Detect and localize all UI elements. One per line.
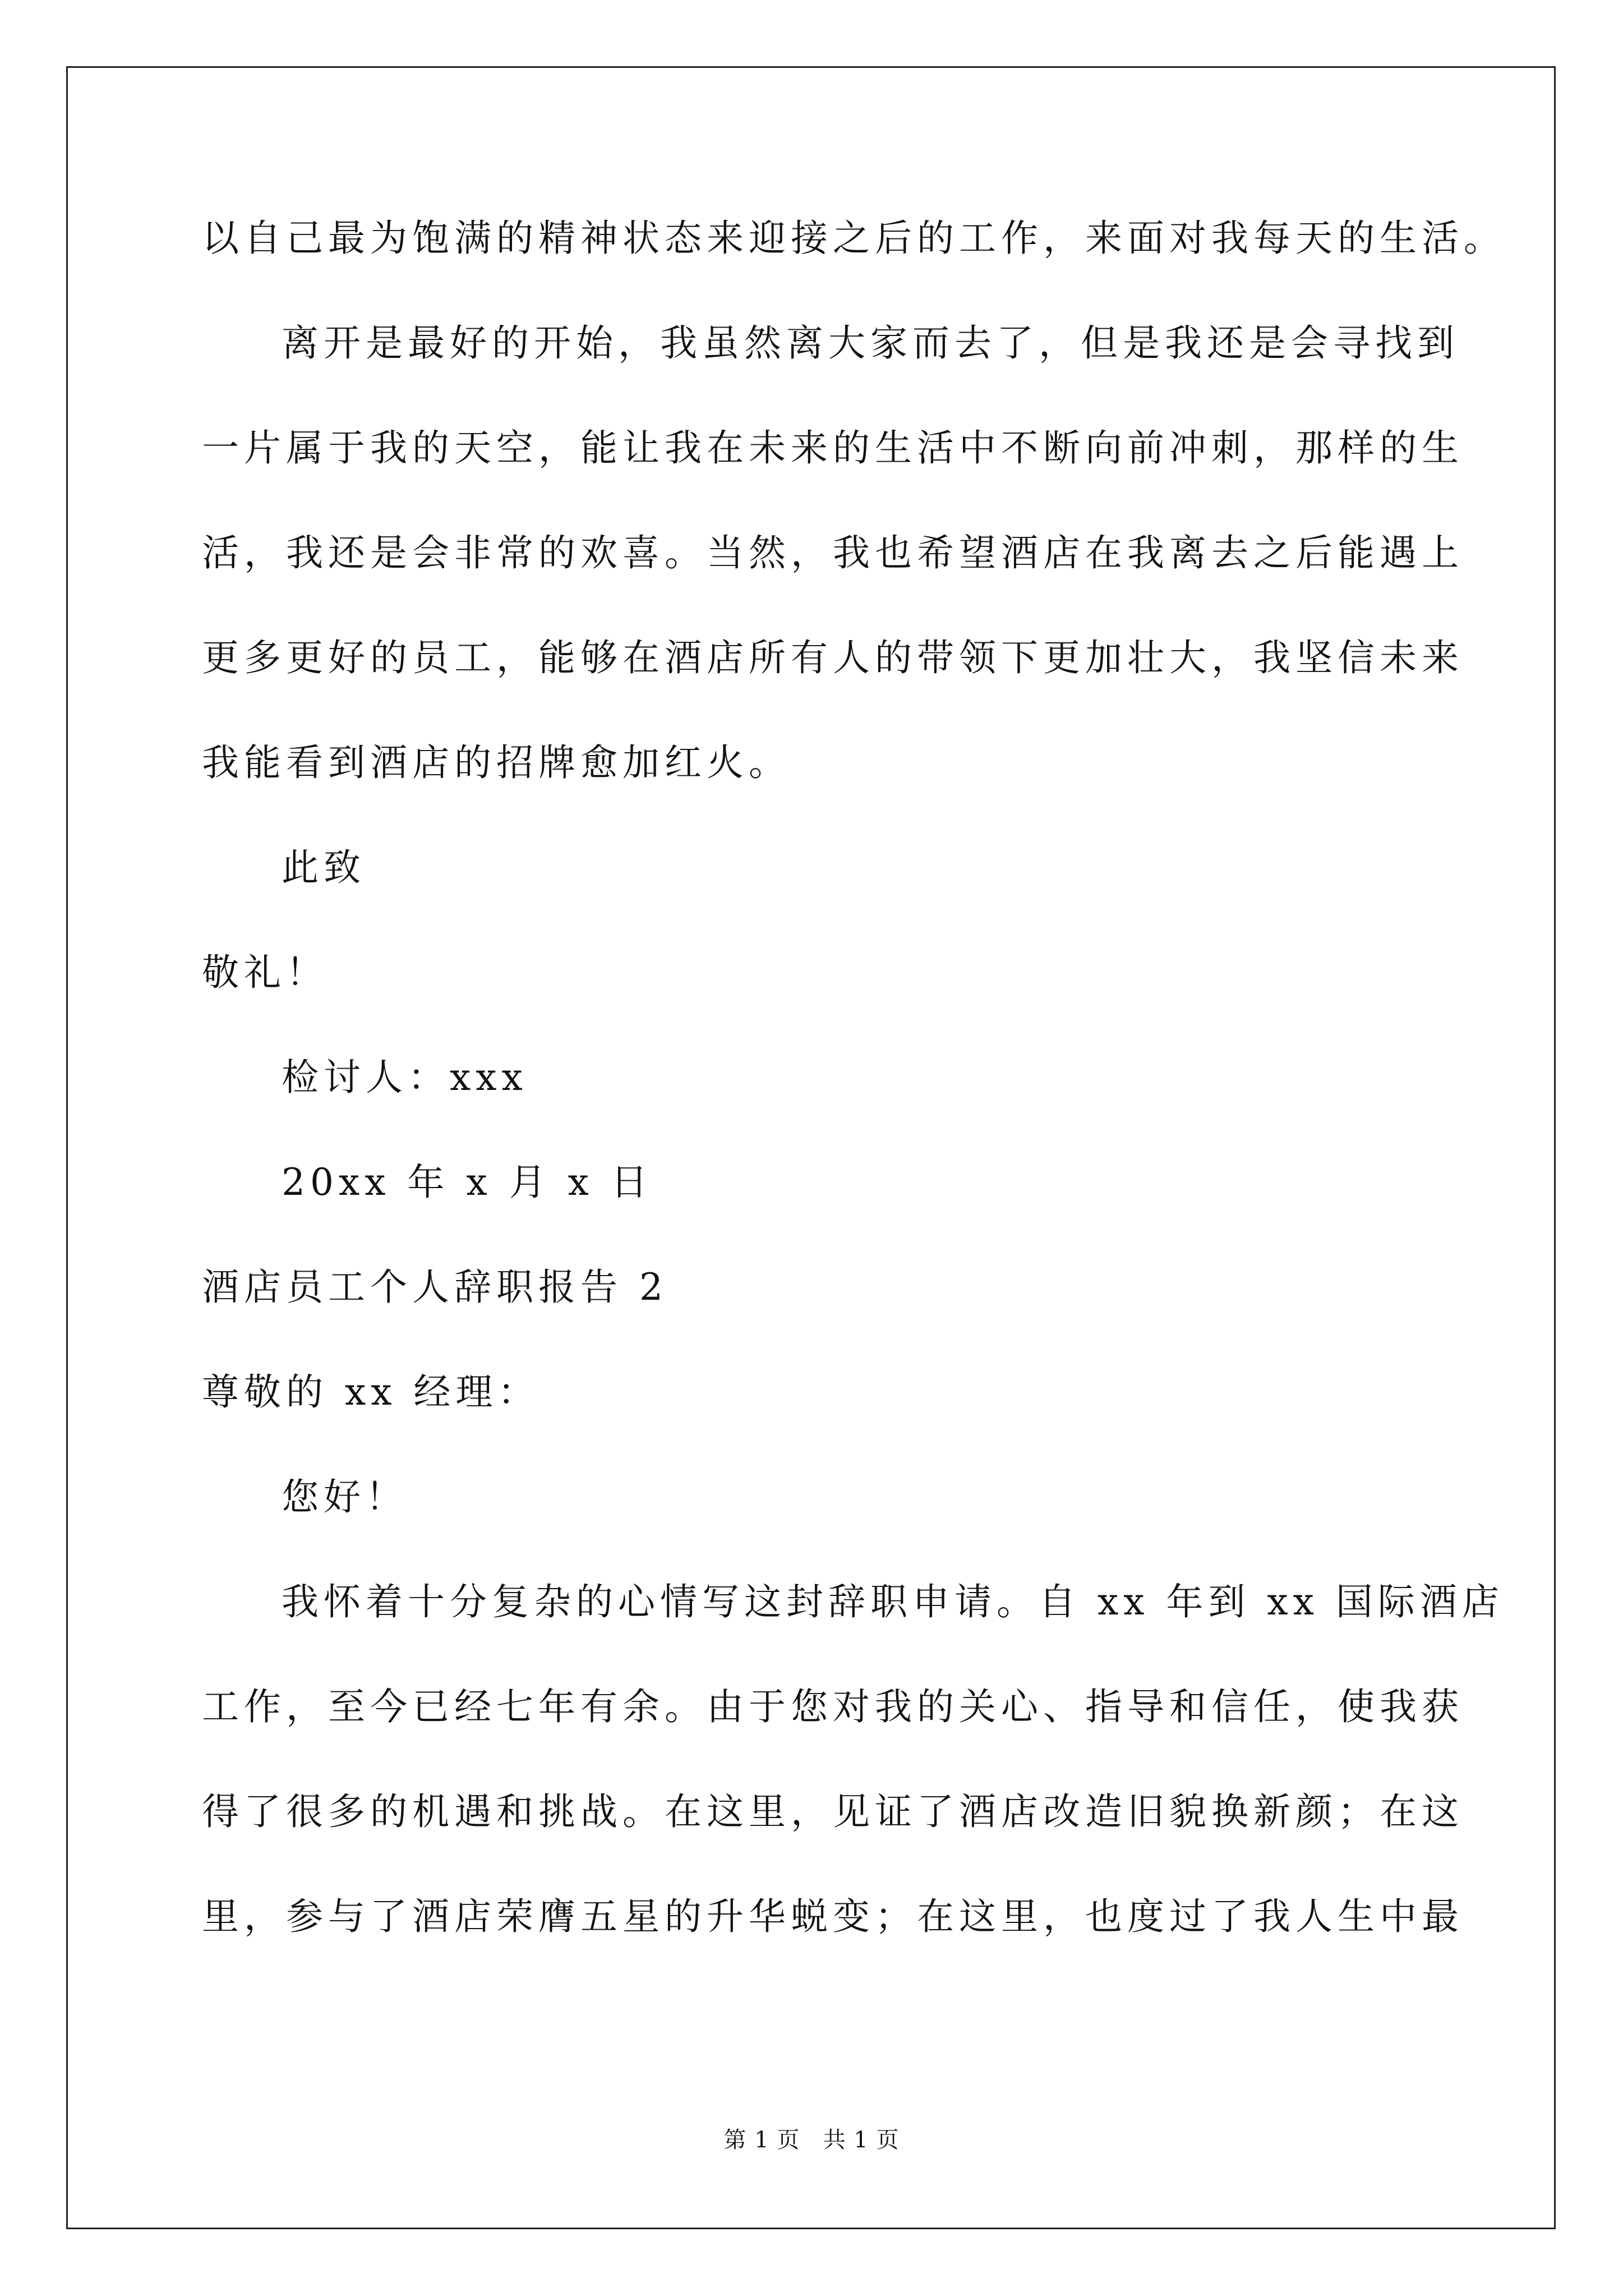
text-line: 工作，至今已经七年有余。由于您对我的关心、指导和信任，使我获 — [202, 1685, 1464, 1728]
text-line: 得了很多的机遇和挑战。在这里，见证了酒店改造旧貌换新颜；在这 — [202, 1790, 1464, 1833]
signature-name: 检讨人：xxx — [282, 1056, 528, 1099]
signature-date: 20xx 年 x 月 x 日 — [282, 1161, 653, 1204]
salutation-regards: 敬礼！ — [202, 951, 328, 994]
text-line: 离开是最好的开始，我虽然离大家而去了，但是我还是会寻找到 — [282, 321, 1459, 365]
letter-greeting: 您好！ — [282, 1475, 408, 1519]
text-line: 活，我还是会非常的欢喜。当然，我也希望酒店在我离去之后能遇上 — [202, 531, 1464, 574]
text-line: 更多更好的员工，能够在酒店所有人的带领下更加壮大，我坚信未来 — [202, 636, 1464, 679]
text-line: 我能看到酒店的招牌愈加红火。 — [202, 741, 791, 784]
text-line: 以自己最为饱满的精神状态来迎接之后的工作，来面对我每天的生活。 — [202, 217, 1506, 260]
salutation-closing: 此致 — [282, 846, 366, 889]
text-line: 我怀着十分复杂的心情写这封辞职申请。自 xx 年到 xx 国际酒店 — [282, 1580, 1504, 1623]
page-footer: 第 1 页 共 1 页 — [723, 2127, 900, 2153]
letter-addressee: 尊敬的 xx 经理： — [202, 1370, 540, 1414]
text-line: 一片属于我的天空，能让我在未来的生活中不断向前冲刺，那样的生 — [202, 426, 1464, 470]
section-title: 酒店员工个人辞职报告 2 — [202, 1266, 668, 1309]
text-line: 里，参与了酒店荣膺五星的升华蜕变；在这里，也度过了我人生中最 — [202, 1895, 1464, 1938]
